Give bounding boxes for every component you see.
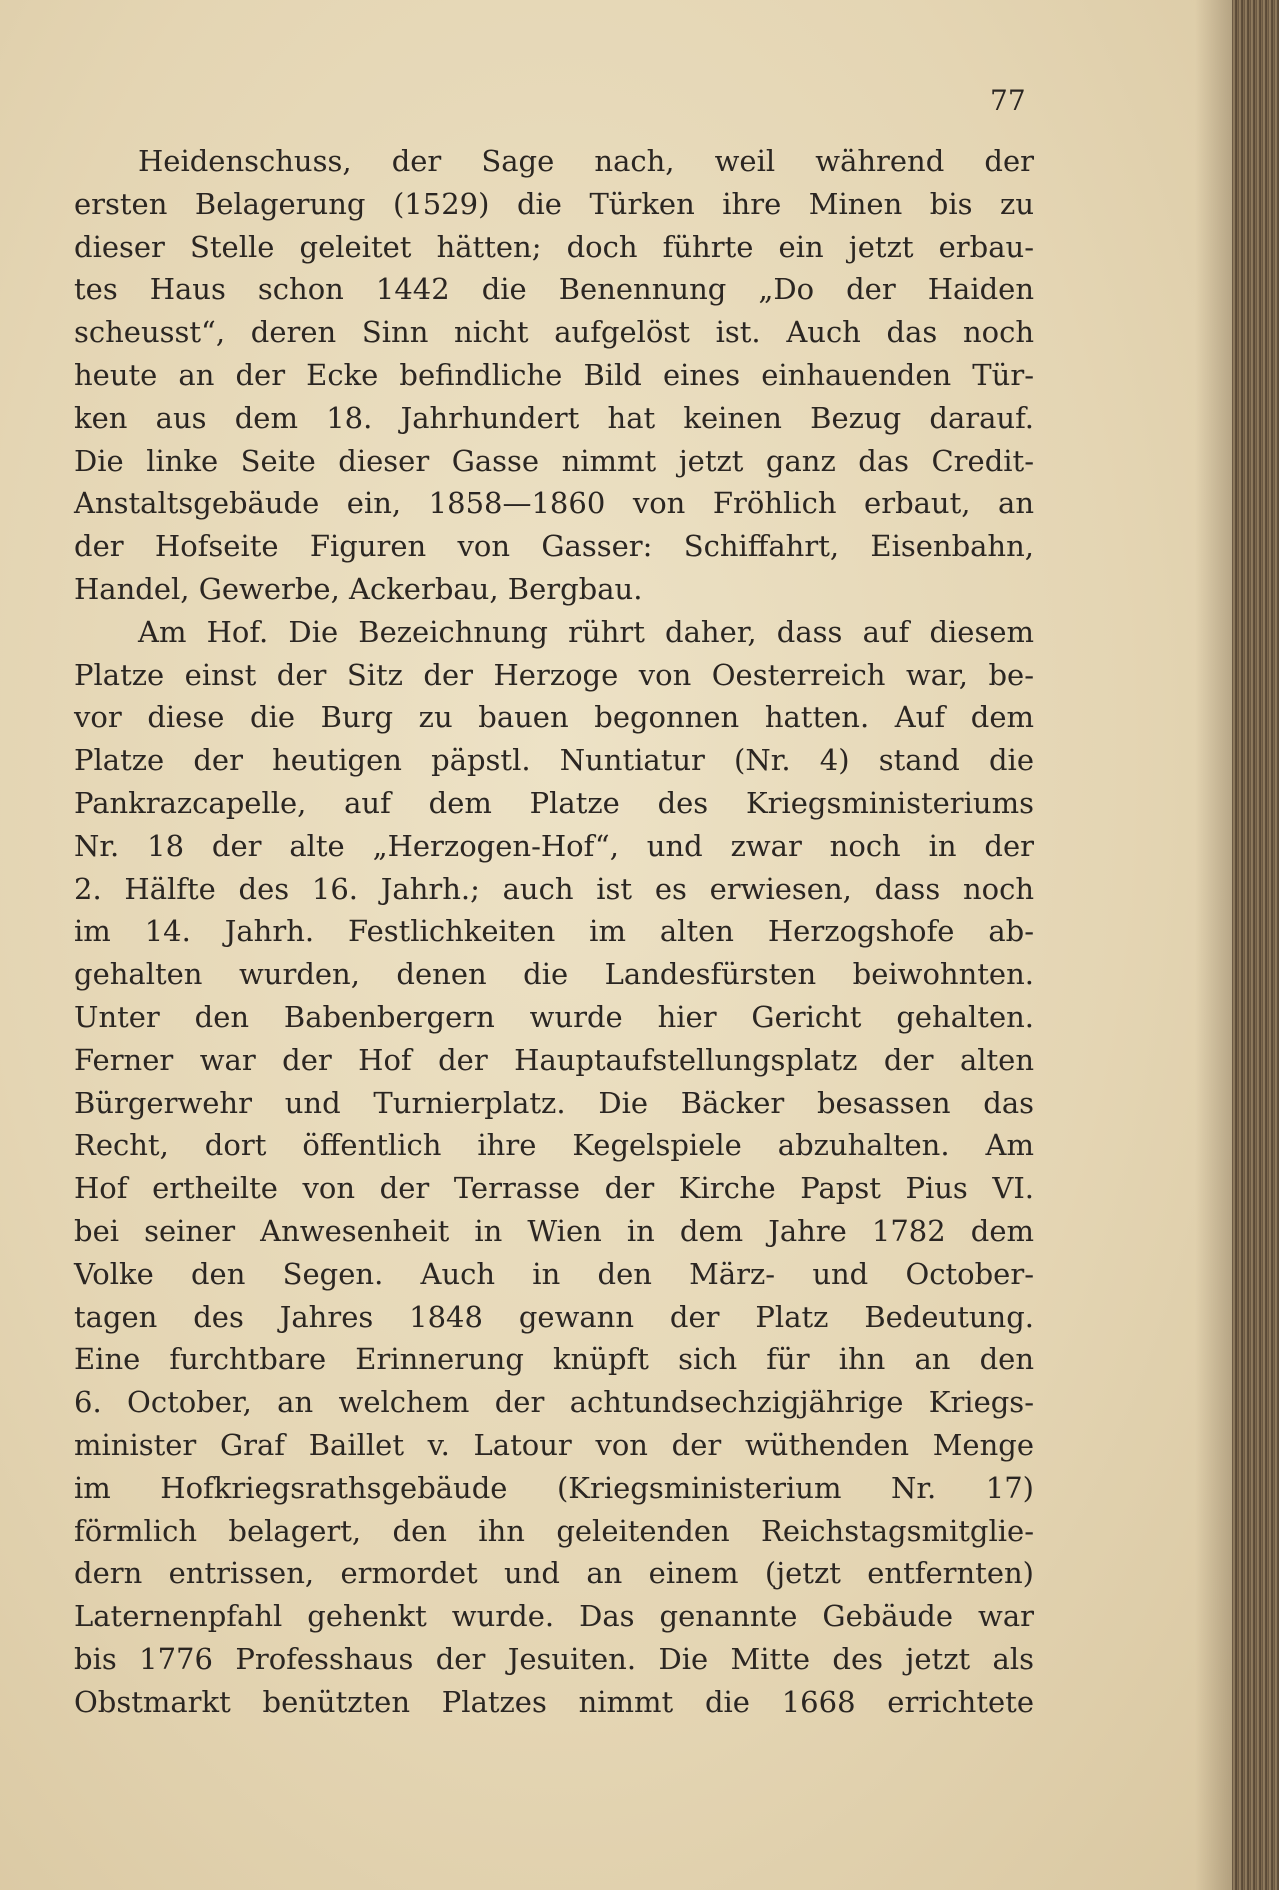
- text-line: Anstaltsgebäude ein, 1858—1860 von Fröhlich erbaut, an: [74, 486, 1034, 521]
- text-line: Am Hof. Die Bezeichnung rührt daher, dass auf diesem: [138, 614, 1034, 649]
- text-line: scheusst“, deren Sinn nicht aufgelöst ist. Auch das noch: [74, 315, 1034, 350]
- text-line: 2. Hälfte des 16. Jahrh.; auch ist es erwiesen, dass noch: [74, 871, 1034, 906]
- text-line: minister Graf Baillet v. Latour von der wüthenden Menge: [74, 1427, 1034, 1462]
- text-line: Unter den Babenbergern wurde hier Gericht gehalten.: [74, 999, 1034, 1034]
- text-line: vor diese die Burg zu bauen begonnen hatten. Auf dem: [74, 700, 1034, 735]
- text-line: dern entrissen, ermordet und an einem (jetzt entfernten): [74, 1556, 1034, 1591]
- text-line: im Hofkriegsrathsgebäude (Kriegsministerium Nr. 17): [74, 1470, 1034, 1505]
- text-line: Die linke Seite dieser Gasse nimmt jetzt ganz das Credit-: [74, 443, 1034, 478]
- text-line: tagen des Jahres 1848 gewann der Platz Bedeutung.: [74, 1299, 1034, 1334]
- page-number: 77: [990, 84, 1026, 117]
- text-line: heute an der Ecke befindliche Bild eines einhauenden Tür-: [74, 357, 1034, 392]
- text-line: Handel, Gewerbe, Ackerbau, Bergbau.: [74, 571, 643, 606]
- text-line: im 14. Jahrh. Festlichkeiten im alten Herzogshofe ab-: [74, 914, 1034, 949]
- text-line: Platze einst der Sitz der Herzoge von Oesterreich war, be-: [74, 657, 1034, 692]
- text-line: Laternenpfahl gehenkt wurde. Das genannte Gebäude war: [74, 1599, 1034, 1634]
- body-text: [74, 140, 1034, 1723]
- text-line: ersten Belagerung (1529) die Türken ihre Minen bis zu: [74, 186, 1034, 221]
- text-line: Hof ertheilte von der Terrasse der Kirche Papst Pius VI.: [74, 1171, 1034, 1206]
- text-line: bis 1776 Professhaus der Jesuiten. Die Mitte des jetzt als: [74, 1641, 1034, 1676]
- text-line: Eine furchtbare Erinnerung knüpft sich für ihn an den: [74, 1342, 1034, 1377]
- text-line: Bürgerwehr und Turnierplatz. Die Bäcker besassen das: [74, 1085, 1034, 1120]
- text-line: Obstmarkt benützten Platzes nimmt die 1668 errichtete: [74, 1684, 1034, 1719]
- text-line: Platze der heutigen päpstl. Nuntiatur (Nr. 4) stand die: [74, 743, 1034, 778]
- text-line: förmlich belagert, den ihn geleitenden Reichstagsmitglie-: [74, 1513, 1034, 1548]
- text-line: der Hofseite Figuren von Gasser: Schiffahrt, Eisenbahn,: [74, 529, 1034, 564]
- text-line: Pankrazcapelle, auf dem Platze des Kriegsministeriums: [74, 785, 1034, 820]
- text-line: dieser Stelle geleitet hätten; doch führte ein jetzt erbau-: [74, 229, 1034, 264]
- text-line: Nr. 18 der alte „Herzogen-Hof“, und zwar noch in der: [74, 828, 1034, 863]
- text-line: bei seiner Anwesenheit in Wien in dem Jahre 1782 dem: [74, 1213, 1034, 1248]
- text-line: Heidenschuss, der Sage nach, weil während der: [138, 144, 1034, 178]
- text-line: gehalten wurden, denen die Landesfürsten beiwohnten.: [74, 957, 1034, 992]
- text-line: Recht, dort öffentlich ihre Kegelspiele abzuhalten. Am: [74, 1128, 1034, 1163]
- text-line: ken aus dem 18. Jahrhundert hat keinen Bezug darauf.: [74, 400, 1034, 435]
- text-line: tes Haus schon 1442 die Benennung „Do der Haiden: [74, 272, 1034, 307]
- page-edges: [1232, 0, 1279, 1890]
- gutter-shadow: [1195, 0, 1232, 1890]
- text-line: 6. October, an welchem der achtundsechzigjährige Kriegs-: [74, 1385, 1034, 1420]
- text-line: Ferner war der Hof der Hauptaufstellungsplatz der alten: [74, 1042, 1034, 1077]
- text-line: Volke den Segen. Auch in den März- und October-: [74, 1256, 1034, 1291]
